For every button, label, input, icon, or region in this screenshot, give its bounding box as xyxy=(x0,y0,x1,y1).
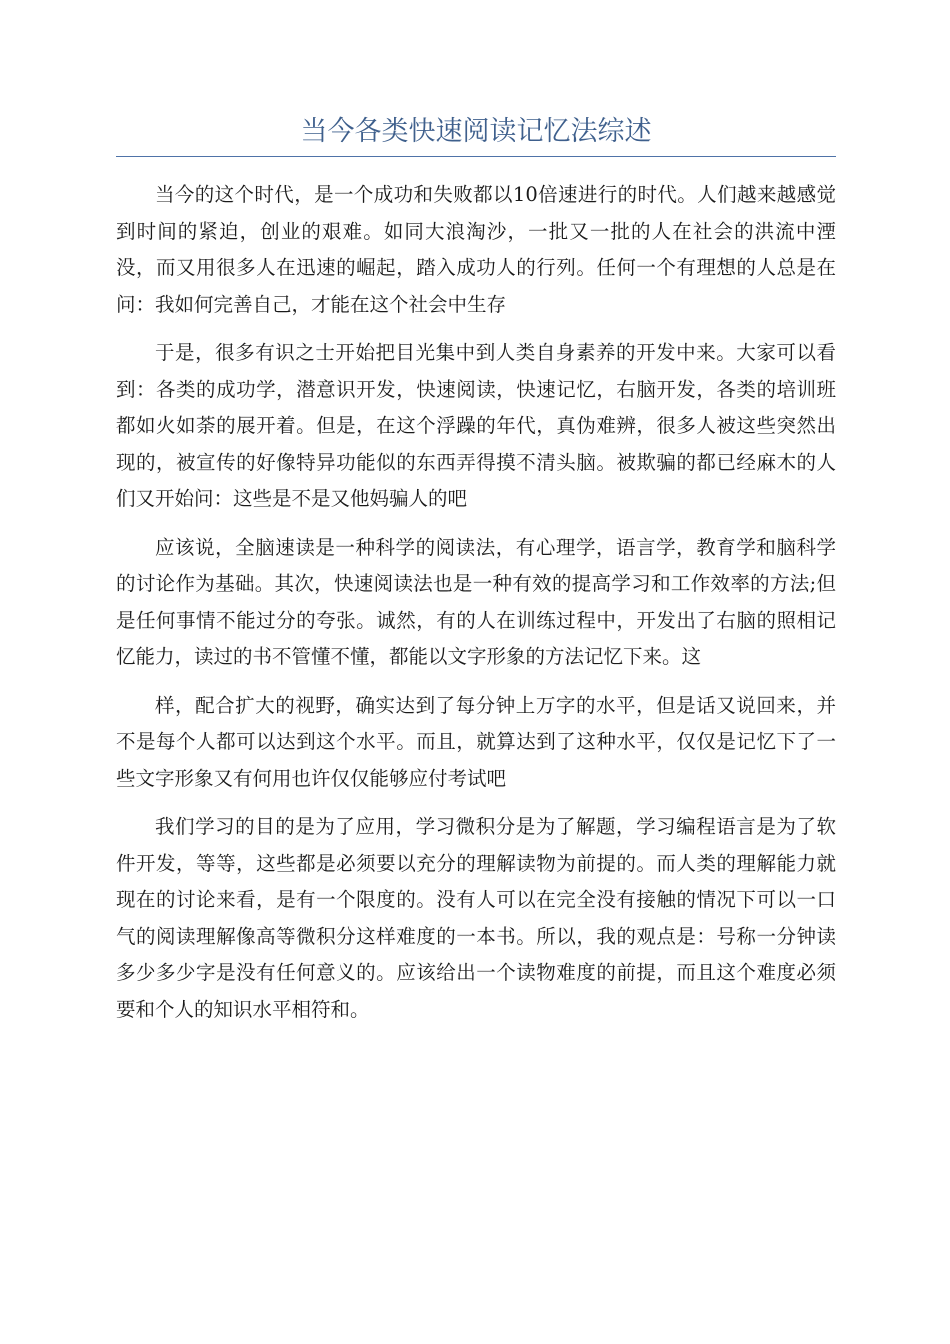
paragraph-2: 于是，很多有识之士开始把目光集中到人类自身素养的开发中来。大家可以看到：各类的成功学，潜意识开发，快速阅读，快速记忆，右脑开发，各类的培训班都如火如荼的展开着。但是，在这个浮躁的年代，真伪难辨，很多人被这些突然出现的，被宣传的好像特异功能似的东西弄得摸不清头脑。被欺骗的都已经麻木的人们又开始问：这些是不是又他妈骗人的吧 xyxy=(116,341,836,510)
document-title: 当今各类快速阅读记忆法综述 xyxy=(116,110,836,157)
document-page xyxy=(116,110,836,1040)
document-body xyxy=(116,177,836,1028)
paragraph-4: 样，配合扩大的视野，确实达到了每分钟上万字的水平，但是话又说回来，并不是每个人都可以达到这个水平。而且，就算达到了这种水平，仅仅是记忆下了一些文字形象又有何用也许仅仅能够应付考试吧 xyxy=(116,693,836,790)
paragraph-3: 应该说，全脑速读是一种科学的阅读法，有心理学，语言学，教育学和脑科学的讨论作为基础。其次，快速阅读法也是一种有效的提高学习和工作效率的方法;但是任何事情不能过分的夸张。诚然，有的人在训练过程中，开发出了右脑的照相记忆能力，读过的书不管懂不懂，都能以文字形象的方法记忆下来。这 xyxy=(116,535,836,668)
paragraph-1: 当今的这个时代，是一个成功和失败都以10倍速进行的时代。人们越来越感觉到时间的紧迫，创业的艰难。如同大浪淘沙，一批又一批的人在社会的洪流中湮没，而又用很多人在迅速的崛起，踏入成功人的行列。任何一个有理想的人总是在问：我如何完善自己，才能在这个社会中生存 xyxy=(116,183,836,316)
paragraph-5: 我们学习的目的是为了应用，学习微积分是为了解题，学习编程语言是为了软件开发，等等，这些都是必须要以充分的理解读物为前提的。而人类的理解能力就现在的讨论来看，是有一个限度的。没有人可以在完全没有接触的情况下可以一口气的阅读理解像高等微积分这样难度的一本书。所以，我的观点是：号称一分钟读多少多少字是没有任何意义的。应该给出一个读物难度的前提，而且这个难度必须要和个人的知识水平相符和。 xyxy=(116,815,836,1021)
